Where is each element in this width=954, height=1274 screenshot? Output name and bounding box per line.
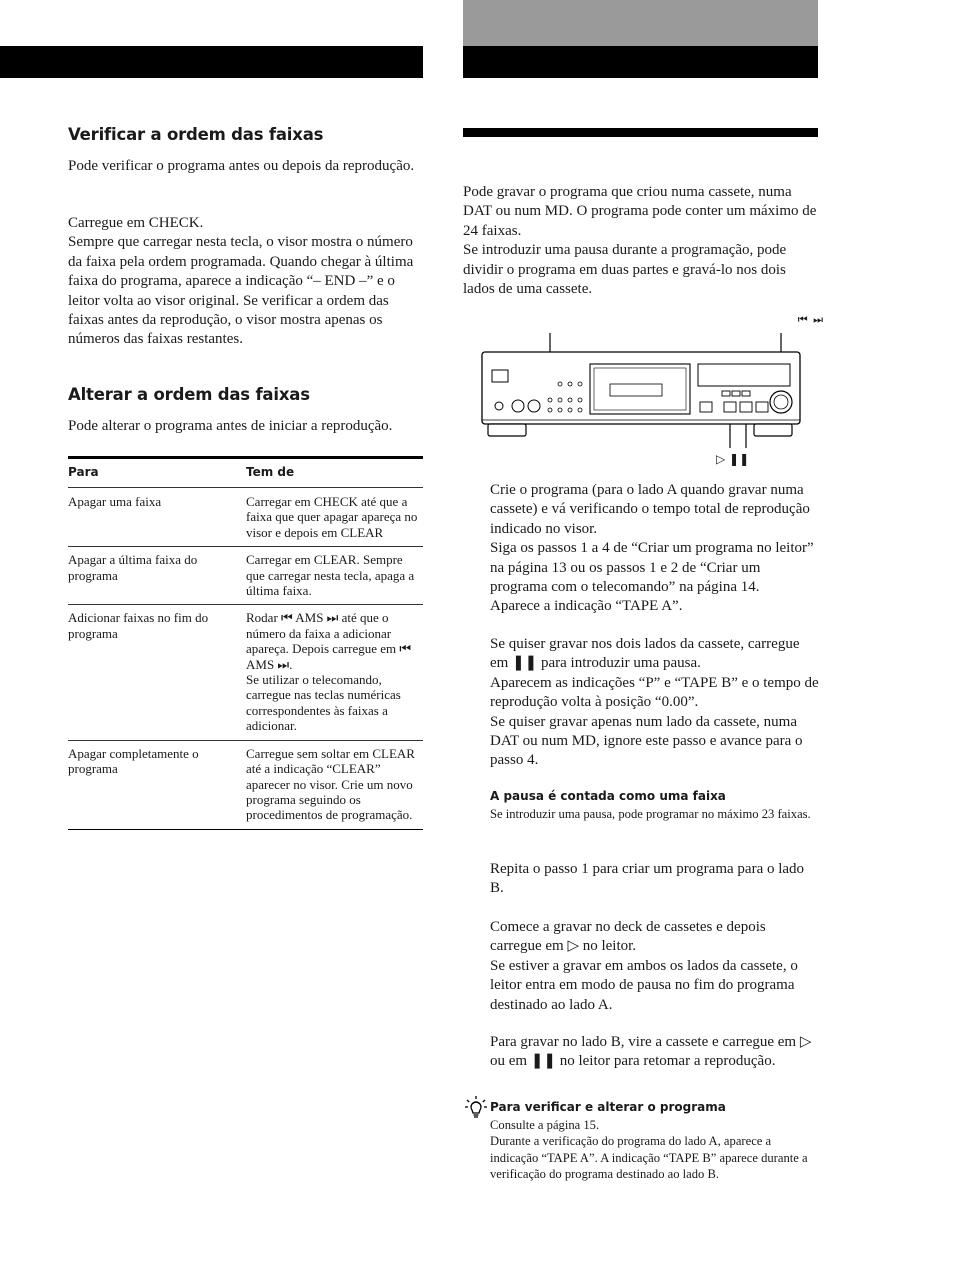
tip-title: Para verificar e alterar o programa: [490, 1100, 726, 1114]
cd-player-diagram-icon: [478, 328, 808, 474]
section-title-check: Verificar a ordem das faixas: [68, 125, 324, 144]
check-body: Carregue em CHECK. Sempre que carregar nesta tecla, o visor mostra o número da faixa pela ordem programada. Quando chegar à última faixa do programa, aparece a indicação “– END –” e o leitor volta ao visor original. Se verificar a ordem das faixas antes da reprodução, o visor mostra apenas os números das faixas restantes.: [68, 215, 414, 348]
section-title-change: Alterar a ordem das faixas: [68, 385, 310, 404]
right-section-rule: [463, 128, 818, 137]
play-pause-label: ▷ ❚❚: [716, 452, 750, 466]
step-1: Crie o programa (para o lado A quando gravar numa cassete) e vá verificando o tempo total de reprodução indicado no visor. Siga os passos 1 a 4 de “Criar um programa no leitor” na página 13 ou os passos 1 e 2 de “Criar um programa com o telecomando” na página 14. Aparece a indicação “TAPE A”.: [490, 482, 814, 615]
right-header-gray: [463, 0, 818, 46]
table-header-tem-de: Tem de: [246, 465, 295, 479]
note-body: Se introduzir uma pausa, pode programar no máximo 23 faixas.: [490, 807, 811, 821]
change-intro: Pode alterar o programa antes de iniciar a reprodução.: [68, 418, 393, 434]
note-title: A pausa é contada como uma faixa: [490, 789, 726, 803]
right-header-bar: [463, 46, 818, 78]
step-4: Comece a gravar no deck de cassetes e depois carregue em ▷ no leitor. Se estiver a gravar em ambos os lados da cassete, o leitor entra em modo de pausa no fim do programa destinado ao lado A.: [490, 919, 798, 1013]
step-5: Para gravar no lado B, vire a cassete e carregue em ▷ ou em ❚❚ no leitor para retomar a reprodução.: [490, 1034, 812, 1070]
table-row: Apagar uma faixa Carregar em CHECK até que a faixa que quer apagar apareça no visor e depois em CLEAR: [68, 488, 423, 547]
record-intro: Pode gravar o programa que criou numa cassete, numa DAT ou num MD. O programa pode conter um máximo de 24 faixas. Se introduzir uma pausa durante a programação, pode dividir o programa em duas partes e gravá-lo nos dois lados de uma cassete.: [463, 184, 817, 298]
prev-next-label: ⏮ ⏭: [797, 313, 824, 326]
table-row: Apagar completamente o programa Carregue sem soltar em CLEAR até a indicação “CLEAR” aparecer no visor. Crie um novo programa seguindo os procedimentos de programação.: [68, 740, 423, 829]
table-row: Adicionar faixas no fim do programa Rodar ⏮ AMS ⏭ até que o número da faixa a adicionar apareça. Depois carregue em ⏮ AMS ⏭. Se utilizar o telecomando, carregue nas teclas numéricas correspondentes às faixas a adicionar.: [68, 605, 423, 740]
operations-table: [68, 456, 423, 830]
lightbulb-icon: [464, 1095, 488, 1119]
left-header-bar: [0, 46, 423, 78]
table-row: Apagar a última faixa do programa Carregar em CLEAR. Sempre que carregar nesta tecla, apaga a última faixa.: [68, 547, 423, 605]
step-2: Se quiser gravar nos dois lados da cassete, carregue em ❚❚ para introduzir uma pausa. Aparecem as indicações “P” e “TAPE B” e o tempo de reprodução volta à posição “0.00”. Se quiser gravar apenas num lado da cassete, numa DAT ou num MD, ignore este passo e avance para o passo 4.: [490, 636, 819, 769]
step-3: Repita o passo 1 para criar um programa para o lado B.: [490, 861, 805, 897]
tip-body: Consulte a página 15. Durante a verificação do programa do lado A, aparece a indicação “TAPE A”. A indicação “TAPE B” aparece durante a verificação do programa destinado ao lado B.: [490, 1118, 808, 1182]
table-header-para: Para: [68, 465, 99, 479]
check-intro: Pode verificar o programa antes ou depois da reprodução.: [68, 158, 415, 174]
